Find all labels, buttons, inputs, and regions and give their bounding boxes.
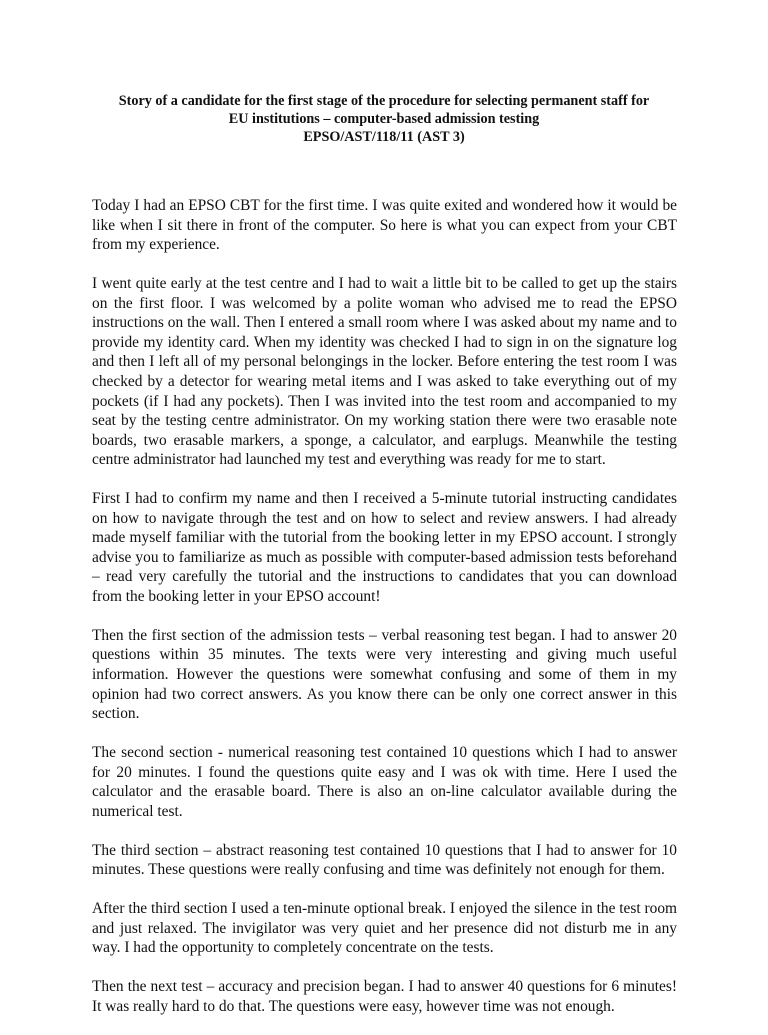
title-line-3: EPSO/AST/118/11 (AST 3) — [303, 129, 465, 145]
paragraph-break: After the third section I used a ten-minute optional break. I enjoyed the silence in the test room and just relaxed. The invigilator was very quiet and her presence did not disturb me in any way. I had the opportunity to completely concentrate on the tests. — [92, 899, 677, 957]
paragraph-verbal-reasoning: Then the first section of the admission tests – verbal reasoning test began. I had to answer 20 questions within 35 minutes. The texts were very interesting and giving much useful information. However the questions were somewhat confusing and some of them in my opinion had two correct answers. As you know there can be only one correct answer in this section. — [92, 626, 677, 723]
title-line-2: EU institutions – computer-based admission testing — [228, 111, 540, 127]
paragraph-intro: Today I had an EPSO CBT for the first time. I was quite exited and wondered how it would be like when I sit there in front of the computer. So here is what you can expect from your CBT from my experience. — [92, 197, 677, 254]
paragraph-arrival: I went quite early at the test centre and I had to wait a little bit to be called to get up the stairs on the first floor. I was welcomed by a polite woman who advised me to read the EPSO instructions on the wall. Then I entered a small room where I was asked about my name and to provide my identity card. When my identity was checked I had to sign in on the signature log and then I left all of my personal belongings in the locker. Before entering the test room I was checked by a detector for wearing metal items and I was asked to take everything out of my pockets (if I had any pockets). Then I was invited into the test room and accompanied to my seat by the testing centre administrator. On my working station there were two erasable note boards, two erasable markers, a sponge, a calculator, and earplugs. Meanwhile the testing centre administrator had launched my test and everything was ready for me to start. — [92, 274, 677, 469]
document-body — [92, 196, 677, 1035]
paragraph-accuracy-precision: Then the next test – accuracy and precision began. I had to answer 40 questions for 6 minutes! It was really hard to do that. The questions were easy, however time was not enough. — [92, 977, 677, 1015]
title-line-1: Story of a candidate for the first stage of the procedure for selecting permanent staff for — [118, 93, 650, 109]
paragraph-tutorial: First I had to confirm my name and then I received a 5-minute tutorial instructing candidates on how to navigate through the test and on how to select and review answers. I had already made myself familiar with the tutorial from the booking letter in my EPSO account. I strongly advise you to familiarize as much as possible with computer-based admission tests beforehand – read very carefully the tutorial and the instructions to candidates that you can download from the booking letter in your EPSO account! — [92, 490, 677, 606]
paragraph-abstract-reasoning: The third section – abstract reasoning test contained 10 questions that I had to answer for 10 minutes. These questions were really confusing and time was definitely not enough for them. — [92, 841, 677, 879]
document-title — [80, 92, 688, 146]
paragraph-numerical-reasoning: The second section - numerical reasoning test contained 10 questions which I had to answer for 20 minutes. I found the questions quite easy and I was ok with time. Here I used the calculator and the erasable board. There is also an on-line calculator available during the numerical test. — [92, 744, 677, 820]
